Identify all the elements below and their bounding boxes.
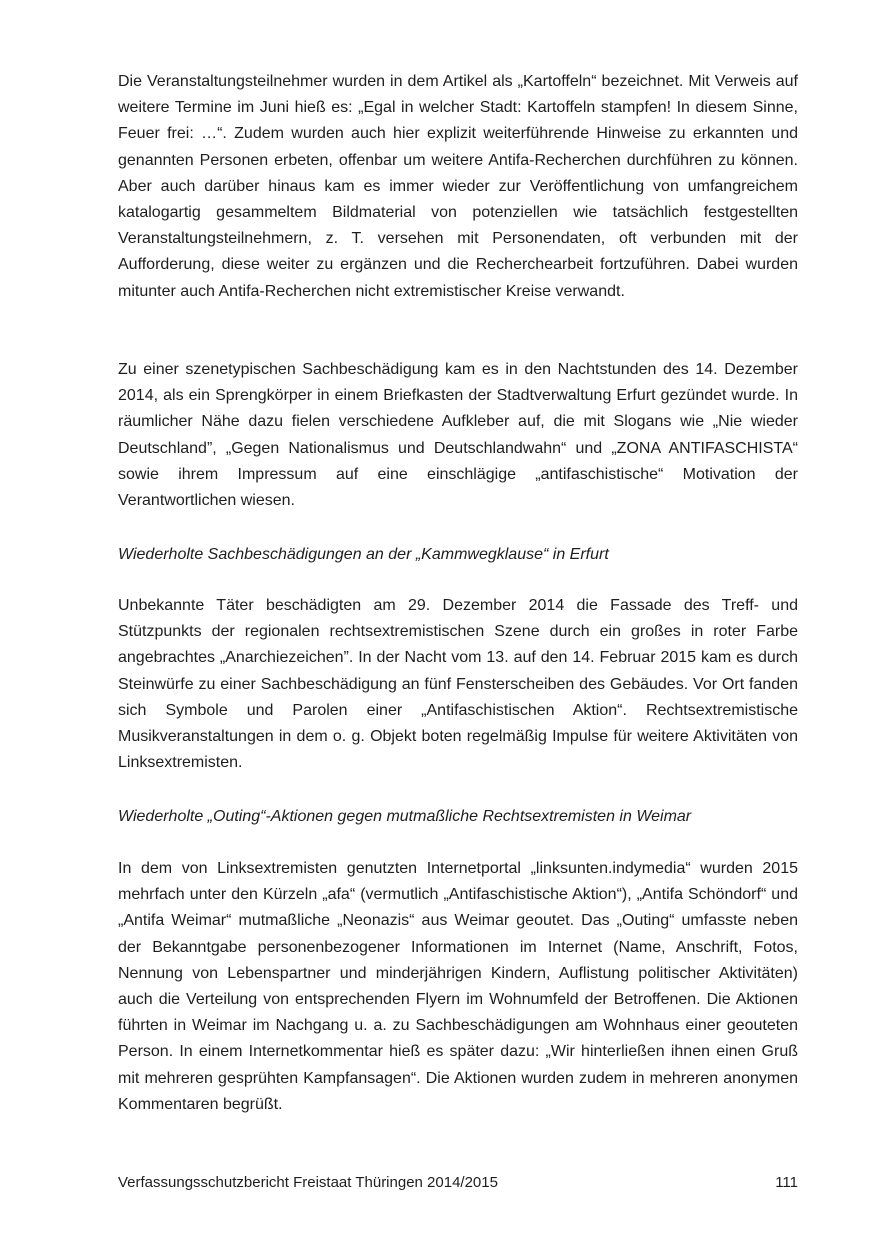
paragraph-kammwegklause: Unbekannte Täter beschädigten am 29. Dezember 2014 die Fassade des Treff- und Stützpunkts der regionalen rechtsextremistischen Szene durch ein großes in roter Farbe angebrachtes „Anarchiezeichen”. In der Nacht vom 13. auf den 14. Februar 2015 kam es durch Steinwürfe zu einer Sachbeschädigung an fünf Fensterscheiben des Gebäudes. Vor Ort fanden sich Symbole und Parolen einer „Antifaschistischen Aktion“. Rechtsextremistische Musikveranstaltungen in dem o. g. Objekt boten regelmäßig Impulse für weitere Aktivitäten von Linksextremisten. [118,597,798,772]
paragraph-sprengkoerper: Zu einer szenetypischen Sachbeschädigung kam es in den Nachtstunden des 14. Dezember 2014, als ein Sprengkörper in einem Briefkasten der Stadtverwaltung Erfurt gezündet wurde. In räumlicher Nähe dazu fielen verschiedene Aufkleber auf, die mit Slogans wie „Nie wieder Deutschland”, „Gegen Nationalismus und Deutschlandwahn“ und „ZONA ANTIFASCHISTA“ sowie ihrem Impressum auf eine einschlägige „antifaschistische“ Motivation der Verantwortlichen wiesen. [118,361,798,510]
section-heading-outing: Wiederholte „Outing“-Aktionen gegen mutmaßliche Rechtsextremisten in Weimar [118,808,692,825]
paragraph-outing: In dem von Linksextremisten genutzten Internetportal „linksunten.indymedia“ wurden 2015 mehrfach unter den Kürzeln „afa“ (vermutlich „Antifaschistische Aktion“), „Antifa Schöndorf“ und „Antifa Weimar“ mutmaßliche „Neonazis“ aus Weimar geoutet. Das „Outing“ umfasste neben der Bekanntgabe personenbezogener Informationen im Internet (Name, Anschrift, Fotos, Nennung von Lebenspartner und minderjährigen Kindern, Auflistung politischer Aktivitäten) auch die Verteilung von entsprechenden Flyern im Wohnumfeld der Betroffenen. Die Aktionen führten in Weimar im Nachgang u. a. zu Sachbeschädigungen am Wohnhaus einer geouteten Person. In einem Internetkommentar hieß es später dazu: „Wir hinterließen ihnen einen Gruß mit mehreren gesprühten Kampfansagen“. Die Aktionen wurden zudem in mehreren anonymen Kommentaren begrüßt. [118,860,798,1113]
section-heading-kammwegklause: Wiederholte Sachbeschädigungen an der „Kammwegklause“ in Erfurt [118,546,609,563]
page-footer [118,1172,798,1194]
footer-title: Verfassungsschutzbericht Freistaat Thüringen 2014/2015 [118,1174,498,1191]
paragraph-kartoffeln: Die Veranstaltungsteilnehmer wurden in dem Artikel als „Kartoffeln“ bezeichnet. Mit Verweis auf weitere Termine im Juni hieß es: „Egal in welcher Stadt: Kartoffeln stampfen! In diesem Sinne, Feuer frei: …“. Zudem wurden auch hier explizit weiterführende Hinweise zu erkannten und genannten Personen erbeten, offenbar um weitere Antifa-Recherchen durchführen zu können. Aber auch darüber hinaus kam es immer wieder zur Veröffentlichung von umfangreichem katalogartig gesammeltem Bildmaterial von potenziellen wie tatsächlich festgestellten Veranstaltungsteilnehmern, z. T. versehen mit Personendaten, oft verbunden mit der Aufforderung, diese weiter zu ergänzen und die Recherchearbeit fortzuführen. Dabei wurden mitunter auch Antifa-Recherchen nicht extremistischer Kreise verwandt. [118,73,798,300]
page-number: 111 [775,1174,798,1191]
